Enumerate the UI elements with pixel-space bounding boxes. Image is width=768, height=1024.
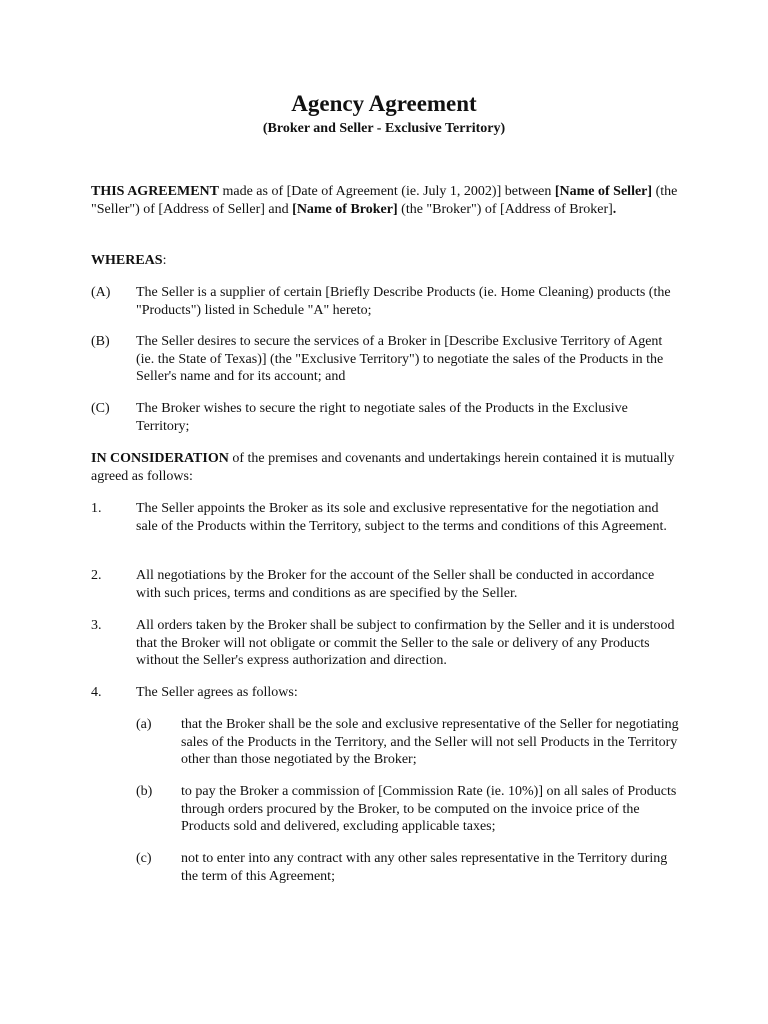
recital-text: The Broker wishes to secure the right to negotiate sales of the Products in the Exclusive Territory;: [136, 401, 628, 434]
whereas-colon: :: [162, 253, 167, 268]
consideration-paragraph: [91, 450, 681, 485]
clause-label: 4.: [91, 685, 102, 700]
intro-part2: (the "Seller") of [Address of Seller] and: [91, 184, 678, 217]
recital-text: The Seller desires to secure the services of a Broker in [Describe Exclusive Territory of Agent (ie. the State of Texas)] (the "Exclusive Territory") to negotiate the sales of the Products in the Seller's name and for its account; and: [136, 334, 664, 384]
recital-a: [91, 284, 681, 319]
intro-end: .: [612, 201, 617, 217]
intro-lead: THIS AGREEMENT: [91, 184, 219, 199]
document-title: Agency Agreement: [291, 91, 477, 116]
intro-paragraph: [91, 183, 681, 218]
clause-label: 3.: [91, 618, 102, 633]
subclause-text: that the Broker shall be the sole and exclusive representative of the Seller for negotiating sales of the Products in the Territory, and the Seller will not sell Products in the Territory other than those negotiated by the Broker;: [181, 717, 679, 767]
document-subtitle: (Broker and Seller - Exclusive Territory): [262, 121, 506, 136]
recital-label: (B): [91, 334, 110, 349]
clause-text: All negotiations by the Broker for the account of the Seller shall be conducted in accordance with such prices, terms and conditions as are specified by the Seller.: [136, 568, 655, 601]
subclause-text: to pay the Broker a commission of [Commission Rate (ie. 10%)] on all sales of Products through orders procured by the Broker, to be computed on the invoice price of the Products sold and delivered, excluding applicable taxes;: [181, 784, 677, 834]
clause-2: [91, 567, 681, 602]
subclause-label: (a): [136, 717, 152, 732]
subclause-b: [136, 783, 681, 836]
clause-text: The Seller appoints the Broker as its sole and exclusive representative for the negotiation and sale of the Products within the Territory, subject to the terms and conditions of this Agreement.: [136, 501, 667, 534]
whereas-heading: [91, 252, 681, 270]
recital-b: [91, 333, 681, 386]
clause-label: 1.: [91, 501, 102, 516]
subclause-c: [136, 850, 681, 885]
intro-seller-name: [Name of Seller]: [554, 184, 653, 199]
clause-text: All orders taken by the Broker shall be subject to confirmation by the Seller and it is understood that the Broker will not obligate or commit the Seller to the sale or delivery of any Products without the Seller's express authorization and direction.: [136, 618, 675, 668]
clause-label: 2.: [91, 568, 102, 583]
intro-broker-name: [Name of Broker]: [292, 201, 398, 217]
intro-part3: (the "Broker") of [Address of Broker]: [397, 201, 613, 217]
whereas-label: WHEREAS: [91, 253, 163, 268]
consideration-text: of the premises and covenants and undertakings herein contained it is mutually agreed as follows:: [91, 451, 675, 484]
recital-c: [91, 400, 681, 435]
clause-1: [91, 500, 681, 535]
subclause-label: (c): [136, 851, 152, 866]
subclause-a: [136, 716, 681, 769]
recital-label: (A): [91, 285, 111, 300]
clause-4: [91, 684, 681, 702]
recital-text: The Seller is a supplier of certain [Briefly Describe Products (ie. Home Cleaning) products (the "Products") listed in Schedule "A" hereto;: [136, 285, 671, 318]
consideration-lead: IN CONSIDERATION: [91, 451, 229, 466]
subclause-text: not to enter into any contract with any other sales representative in the Territory during the term of this Agreement;: [181, 851, 668, 884]
subclause-label: (b): [136, 784, 153, 799]
recital-label: (C): [91, 401, 110, 416]
clause-3: [91, 617, 681, 670]
clause-text: The Seller agrees as follows:: [136, 685, 298, 700]
intro-part1: made as of [Date of Agreement (ie. July 1, 2002)] between: [218, 184, 555, 199]
